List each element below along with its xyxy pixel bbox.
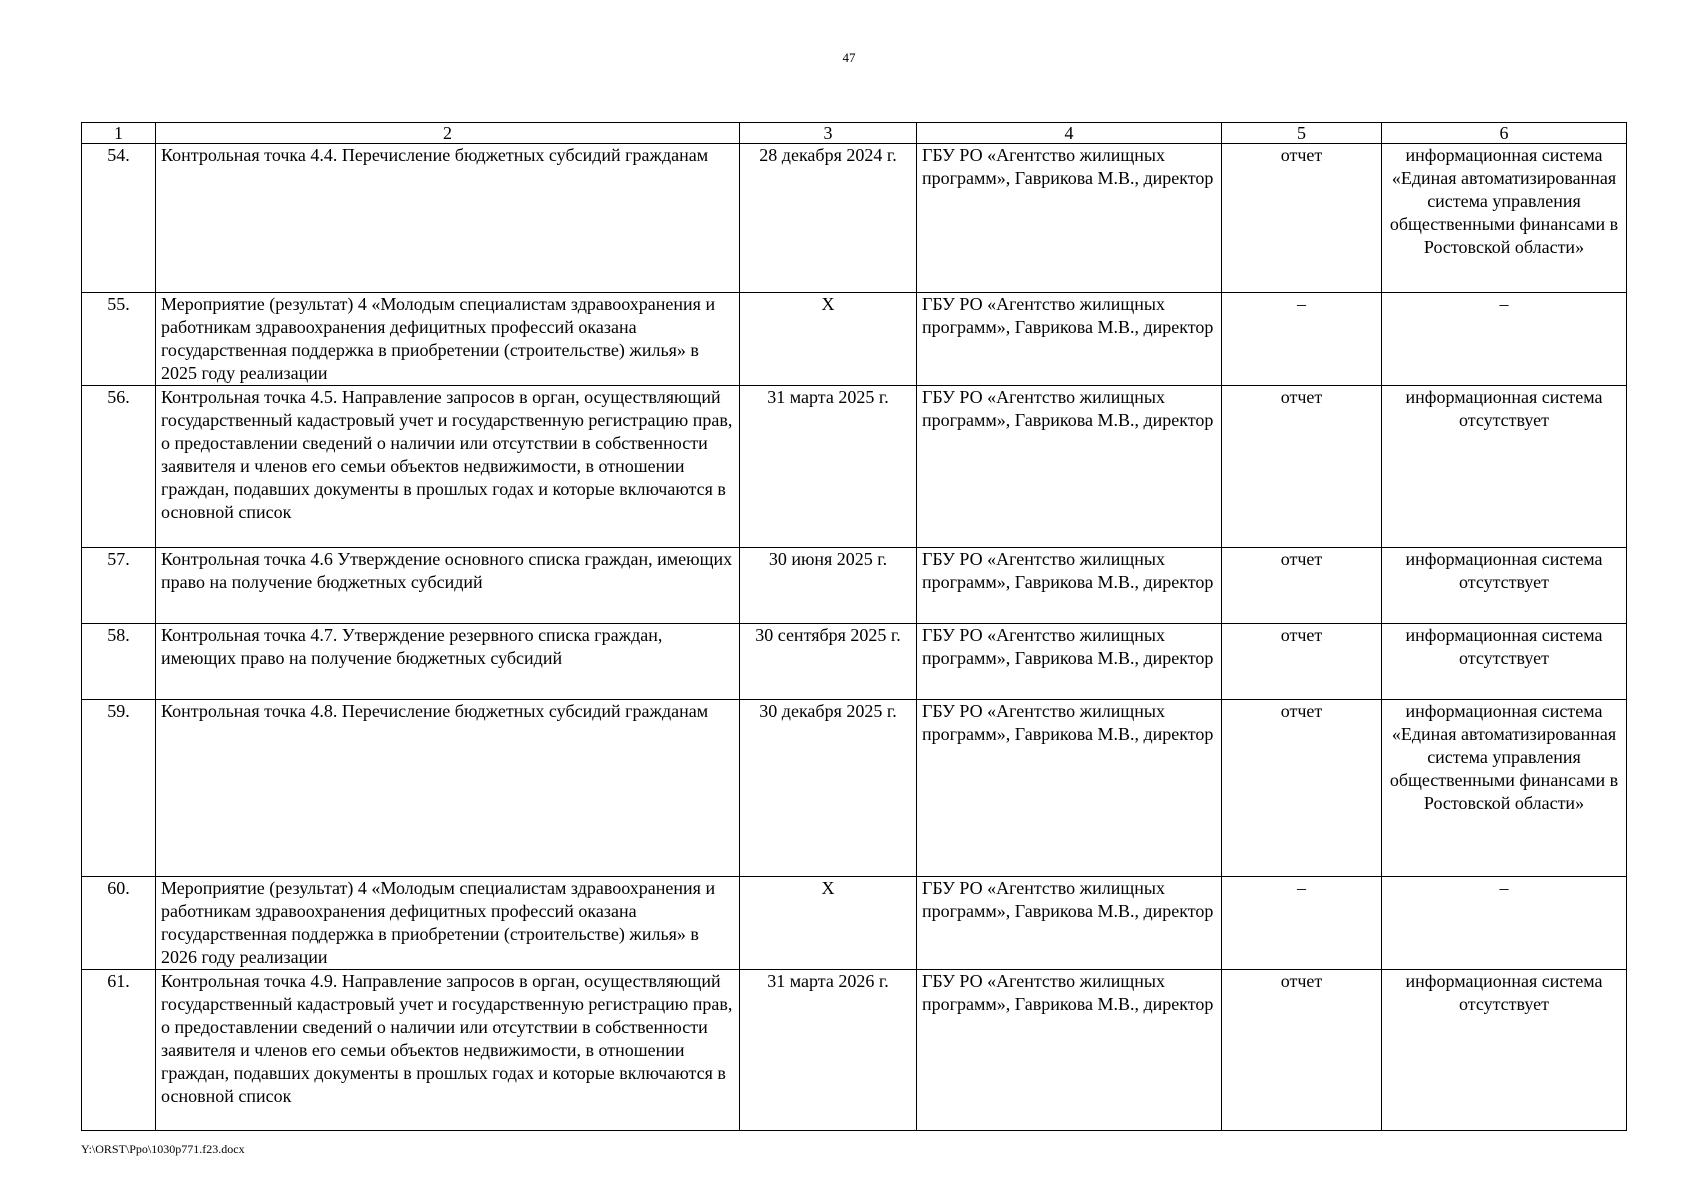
- row-responsible: ГБУ РО «Агентство жилищных программ», Гаврикова М.В., директор: [917, 624, 1222, 700]
- row-number: 54.: [82, 144, 156, 293]
- row-number: 55.: [82, 293, 156, 386]
- row-name: Контрольная точка 4.7. Утверждение резервного списка граждан, имеющих право на получение бюджетных субсидий: [156, 624, 740, 700]
- row-number: 56.: [82, 386, 156, 548]
- table-row: [82, 386, 1627, 548]
- header-cell: 5: [1222, 123, 1382, 144]
- row-number: 60.: [82, 877, 156, 970]
- row-date: 31 марта 2026 г.: [740, 970, 917, 1131]
- row-date: X: [740, 877, 917, 970]
- row-document: отчет: [1222, 700, 1382, 877]
- row-system: информационная система отсутствует: [1382, 624, 1627, 700]
- row-number: 59.: [82, 700, 156, 877]
- row-name: Мероприятие (результат) 4 «Молодым специалистам здравоохранения и работникам здравоохранения дефицитных профессий оказана государственная поддержка в приобретении (строительстве) жилья» в 2025 году реализации: [156, 293, 740, 386]
- row-date: 30 декабря 2025 г.: [740, 700, 917, 877]
- row-document: отчет: [1222, 386, 1382, 548]
- header-cell: 6: [1382, 123, 1627, 144]
- row-name: Контрольная точка 4.8. Перечисление бюджетных субсидий гражданам: [156, 700, 740, 877]
- row-responsible: ГБУ РО «Агентство жилищных программ», Гаврикова М.В., директор: [917, 144, 1222, 293]
- row-responsible: ГБУ РО «Агентство жилищных программ», Гаврикова М.В., директор: [917, 970, 1222, 1131]
- row-responsible: ГБУ РО «Агентство жилищных программ», Гаврикова М.В., директор: [917, 386, 1222, 548]
- row-date: 28 декабря 2024 г.: [740, 144, 917, 293]
- row-document: отчет: [1222, 548, 1382, 624]
- table-header-row: [82, 123, 1627, 144]
- row-document: –: [1222, 293, 1382, 386]
- table-row: [82, 548, 1627, 624]
- row-system: –: [1382, 293, 1627, 386]
- row-name: Контрольная точка 4.6 Утверждение основного списка граждан, имеющих право на получение бюджетных субсидий: [156, 548, 740, 624]
- row-document: отчет: [1222, 970, 1382, 1131]
- table-row: [82, 877, 1627, 970]
- row-date: X: [740, 293, 917, 386]
- table-row: [82, 700, 1627, 877]
- row-system: информационная система отсутствует: [1382, 548, 1627, 624]
- header-cell: 1: [82, 123, 156, 144]
- row-system: информационная система «Единая автоматизированная система управления общественными финансами в Ростовской области»: [1382, 144, 1627, 293]
- table-row: [82, 144, 1627, 293]
- page-number: 47: [842, 50, 856, 65]
- table-row: [82, 293, 1627, 386]
- row-name: Мероприятие (результат) 4 «Молодым специалистам здравоохранения и работникам здравоохранения дефицитных профессий оказана государственная поддержка в приобретении (строительстве) жилья» в 2026 году реализации: [156, 877, 740, 970]
- row-system: информационная система отсутствует: [1382, 970, 1627, 1131]
- row-date: 30 июня 2025 г.: [740, 548, 917, 624]
- row-name: Контрольная точка 4.5. Направление запросов в орган, осуществляющий государственный кадастровый учет и государственную регистрацию прав, о предоставлении сведений о наличии или отсутствии в собственности заявителя и членов его семьи объектов недвижимости, в отношении граждан, подавших документы в прошлых годах и которые включаются в основной список: [156, 386, 740, 548]
- row-name: Контрольная точка 4.9. Направление запросов в орган, осуществляющий государственный кадастровый учет и государственную регистрацию прав, о предоставлении сведений о наличии или отсутствии в собственности заявителя и членов его семьи объектов недвижимости, в отношении граждан, подавших документы в прошлых годах и которые включаются в основной список: [156, 970, 740, 1131]
- row-system: –: [1382, 877, 1627, 970]
- file-path-footer: Y:\ORST\Ppo\1030p771.f23.docx: [81, 1142, 245, 1156]
- row-document: –: [1222, 877, 1382, 970]
- row-responsible: ГБУ РО «Агентство жилищных программ», Гаврикова М.В., директор: [917, 877, 1222, 970]
- row-responsible: ГБУ РО «Агентство жилищных программ», Гаврикова М.В., директор: [917, 700, 1222, 877]
- row-name: Контрольная точка 4.4. Перечисление бюджетных субсидий гражданам: [156, 144, 740, 293]
- table-row: [82, 970, 1627, 1131]
- row-date: 31 марта 2025 г.: [740, 386, 917, 548]
- row-responsible: ГБУ РО «Агентство жилищных программ», Гаврикова М.В., директор: [917, 293, 1222, 386]
- row-number: 57.: [82, 548, 156, 624]
- table-row: [82, 624, 1627, 700]
- row-document: отчет: [1222, 624, 1382, 700]
- document-table: [81, 122, 1627, 1131]
- row-responsible: ГБУ РО «Агентство жилищных программ», Гаврикова М.В., директор: [917, 548, 1222, 624]
- row-system: информационная система «Единая автоматизированная система управления общественными финансами в Ростовской области»: [1382, 700, 1627, 877]
- row-number: 61.: [82, 970, 156, 1131]
- row-number: 58.: [82, 624, 156, 700]
- header-cell: 2: [156, 123, 740, 144]
- header-cell: 3: [740, 123, 917, 144]
- row-system: информационная система отсутствует: [1382, 386, 1627, 548]
- row-date: 30 сентября 2025 г.: [740, 624, 917, 700]
- row-document: отчет: [1222, 144, 1382, 293]
- header-cell: 4: [917, 123, 1222, 144]
